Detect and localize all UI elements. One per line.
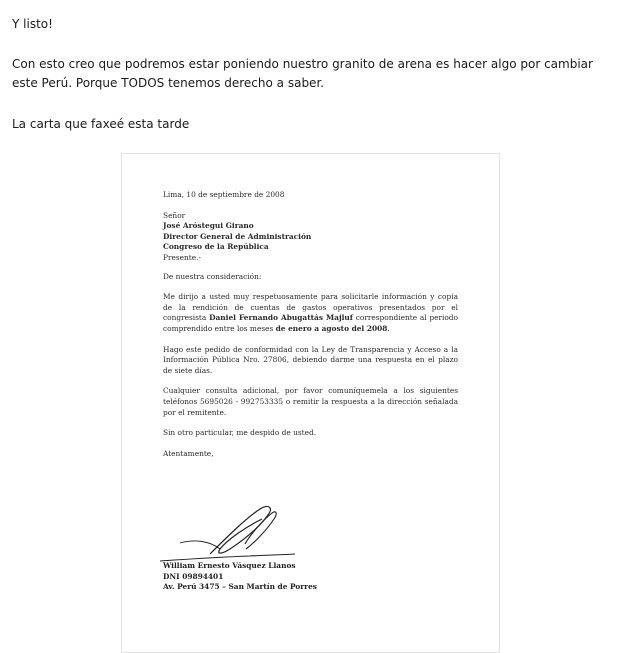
letter-date: Lima, 10 de septiembre de 2008 xyxy=(163,190,285,199)
faxed-letter-image xyxy=(121,153,500,653)
letter-farewell: Sin otro particular, me despido de usted. xyxy=(163,428,317,438)
recipient-name: José Aróstegui Girano xyxy=(163,221,254,231)
signer-dni: DNI 09894401 xyxy=(163,571,224,581)
letter-paragraph-1: Me dirijo a usted muy respetuosamente para solicitarle información y copia de la rendición de cuentas de gastos operativos presentados por el congresista Daniel Fernando Abugattás Majluf correspondiente al periodo comprendido entre los meses de enero a agosto del 2008. xyxy=(163,292,458,333)
letter-paragraph-3: Cualquier consulta adicional, por favor comuníquemela a los siguientes teléfonos 5695026 - 992753335 o remitir la respuesta a la dirección señalada por el remitente. xyxy=(163,386,458,417)
recipient-org: Congreso de la República xyxy=(163,242,269,252)
letter-body xyxy=(163,190,458,459)
signer-address: Av. Perú 3475 – San Martín de Porres xyxy=(163,582,317,592)
post-paragraph: Con esto creo que podremos estar poniendo nuestro granito de arena es hacer algo por cambiar este Perú. Porque TODOS tenemos derecho a saber. xyxy=(12,57,593,90)
requested-period: de enero a agosto del 2008 xyxy=(275,323,388,333)
recipient-title: Director General de Administración xyxy=(163,231,312,241)
recipient-presente: Presente.- xyxy=(163,252,201,262)
handwritten-signature xyxy=(150,499,300,569)
signer-name: William Ernesto Vásquez Llanos xyxy=(163,561,296,570)
letter-greeting: De nuestra consideración: xyxy=(163,271,262,281)
letter-closing: Atentamente, xyxy=(163,448,214,458)
post-line-carta: La carta que faxeé esta tarde xyxy=(12,117,190,131)
congressman-name: Daniel Fernando Abugattás Majluf xyxy=(209,313,353,323)
post-line-listo: Y listo! xyxy=(12,17,53,31)
signer-block xyxy=(163,561,413,593)
letter-salutation: Señor xyxy=(163,210,186,220)
letter-paragraph-2: Hago este pedido de conformidad con la Ley de Transparencia y Acceso a la Información Pública Nro. 27806, debiendo darme una respuesta en el plazo de siete días. xyxy=(163,344,458,375)
